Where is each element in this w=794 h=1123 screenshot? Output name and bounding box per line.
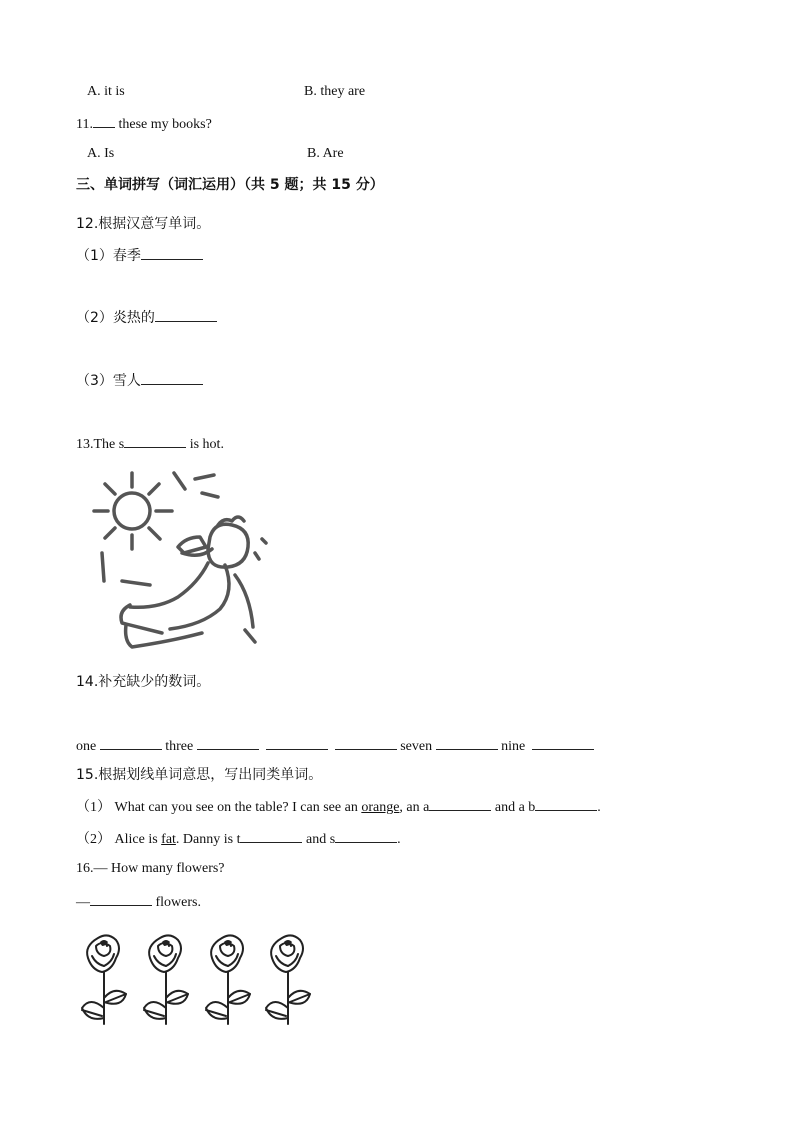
q11-option-b: B. Are <box>307 146 344 161</box>
q15-blank[interactable] <box>240 829 302 843</box>
q13-blank[interactable] <box>124 434 186 448</box>
q14-sequence <box>76 736 594 756</box>
q14-word: one <box>76 739 97 754</box>
section-heading: 三、单词拼写（词汇运用）（共 5 题；共 15 分） <box>76 177 384 193</box>
q16-stem: 16.— How many flowers? <box>76 861 225 876</box>
q14-blank[interactable] <box>335 736 397 750</box>
underlined-word: orange <box>361 800 400 815</box>
q14-stem: 14.补充缺少的数词。 <box>76 674 211 690</box>
q11-stem: 11. these my books? <box>76 114 212 134</box>
q12-blank-2[interactable] <box>155 308 217 322</box>
q14-word: seven <box>400 739 433 754</box>
q15-item-1: （1） What can you see on the table? I can see an orange, an a and a b . <box>76 797 601 817</box>
q14-blank[interactable] <box>436 736 498 750</box>
q15-blank[interactable] <box>535 797 597 811</box>
q13-stem: 13.The s is hot. <box>76 434 224 454</box>
q10-option-a: A. it is <box>87 84 125 99</box>
q14-blank[interactable] <box>197 736 259 750</box>
q12-blank-1[interactable] <box>141 246 203 260</box>
rose-icon <box>206 935 250 1024</box>
q10-option-b: B. they are <box>304 84 366 99</box>
q12-item-2: （2）炎热的 <box>76 308 217 327</box>
roses-illustration <box>78 930 328 1028</box>
q15-stem: 15.根据划线单词意思，写出同类单词。 <box>76 767 323 783</box>
q14-blank[interactable] <box>266 736 328 750</box>
q16-blank[interactable] <box>90 892 152 906</box>
q12-item-3: （3）雪人 <box>76 371 203 390</box>
sun-icon <box>114 493 150 529</box>
q14-word: three <box>165 739 194 754</box>
q16-answer: — flowers. <box>76 892 201 912</box>
q12-item-1: （1）春季 <box>76 246 203 265</box>
q14-blank[interactable] <box>100 736 162 750</box>
sun-boy-illustration <box>90 465 280 660</box>
q15-item-2: （2） Alice is fat. Danny is t and s . <box>76 829 401 849</box>
q15-blank[interactable] <box>335 829 397 843</box>
rose-icon <box>82 935 126 1024</box>
q15-blank[interactable] <box>429 797 491 811</box>
rose-icon <box>144 935 188 1024</box>
q12-stem: 12.根据汉意写单词。 <box>76 216 211 232</box>
underlined-word: fat <box>161 832 176 847</box>
q14-blank[interactable] <box>532 736 594 750</box>
q11-option-a: A. Is <box>87 146 115 161</box>
q12-blank-3[interactable] <box>141 371 203 385</box>
q14-word: nine <box>501 739 526 754</box>
q11-blank[interactable] <box>93 114 115 128</box>
rose-icon <box>266 935 310 1024</box>
